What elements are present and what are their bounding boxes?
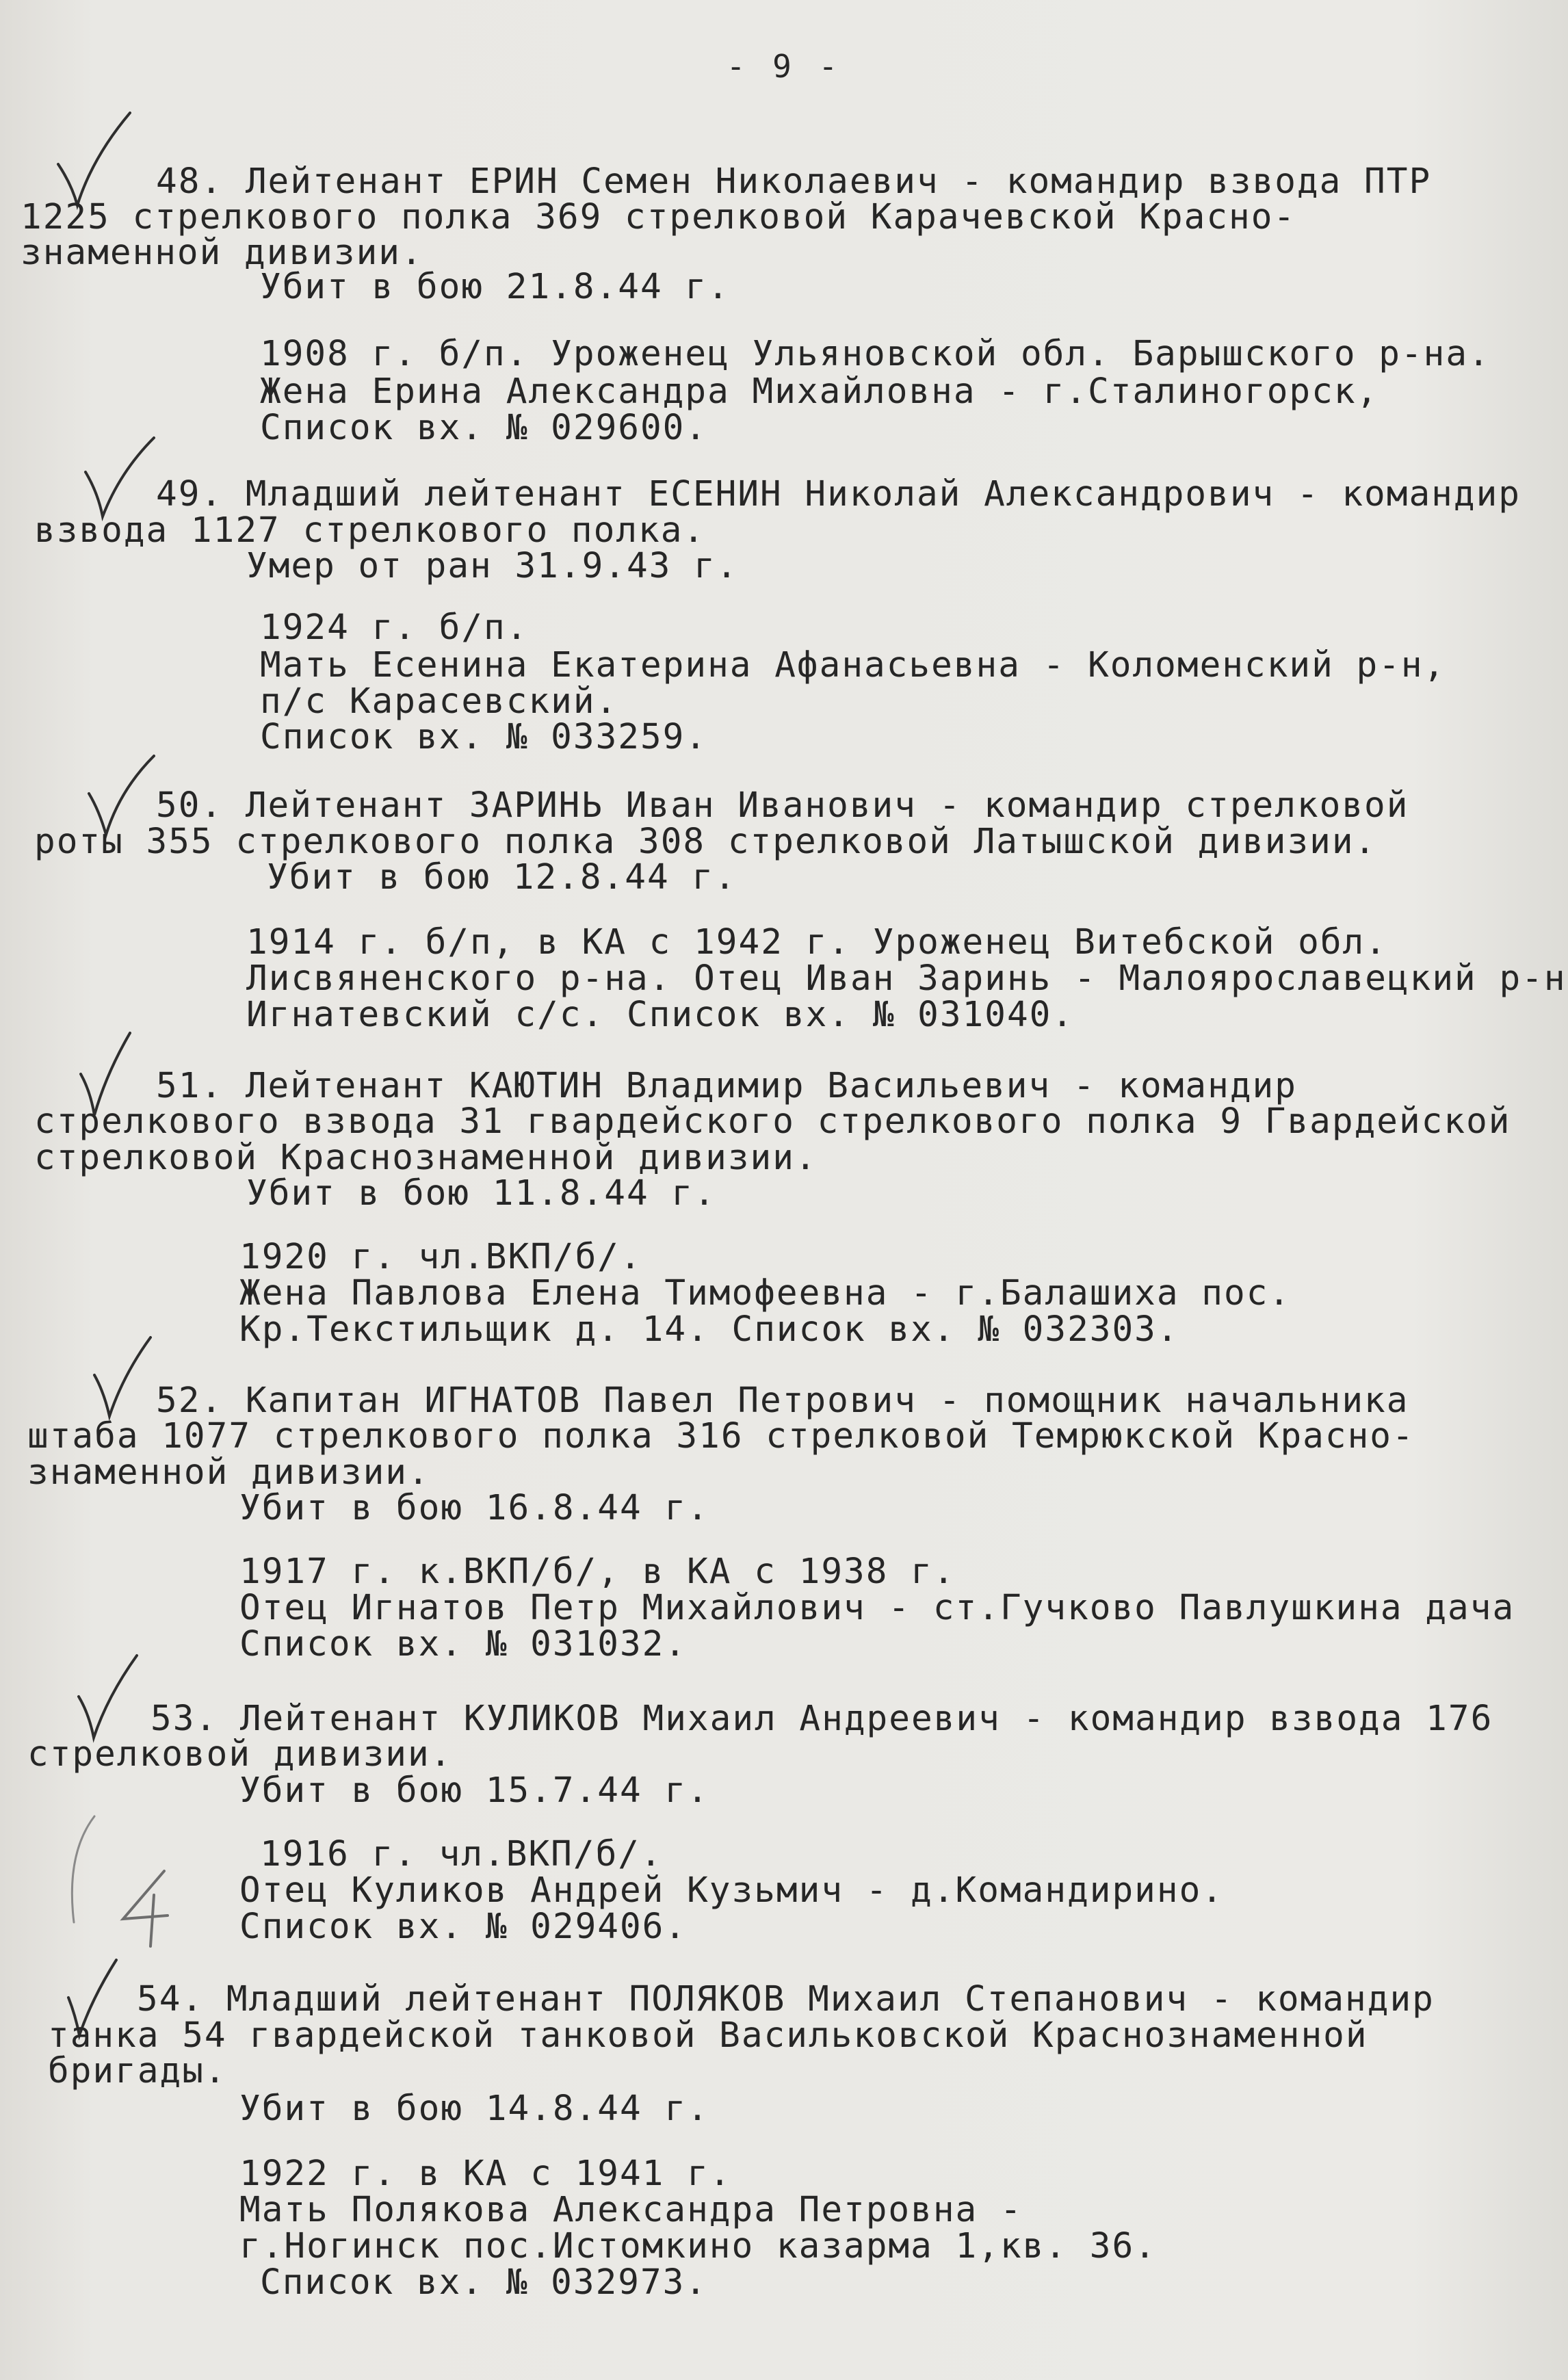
entry-48-line-5: 1908 г. б/п. Уроженец Ульяновской обл. Барышского р-на. — [260, 334, 1491, 374]
entry-49-line-5: Мать Есенина Екатерина Афанасьевна - Коломенский р-н, — [260, 645, 1446, 685]
entry-49-line-7: Список вх. № 033259. — [260, 717, 708, 757]
entry-54-line-8: Список вх. № 032973. — [260, 2262, 708, 2303]
entry-51-line-6: Жена Павлова Елена Тимофеевна - г.Балашиха пос. — [239, 1273, 1292, 1313]
entry-50-line-1: 50. Лейтенант ЗАРИНЬ Иван Иванович - командир стрелковой — [156, 785, 1409, 826]
entry-53-line-6: Список вх. № 029406. — [239, 1907, 688, 1947]
entry-52-line-2: штаба 1077 стрелкового полка 316 стрелковой Темрюкской Красно- — [27, 1416, 1415, 1456]
entry-54-line-2: танка 54 гвардейской танковой Васильковской Краснознаменной — [48, 2015, 1368, 2056]
entry-50-line-5: Лисвяненского р-на. Отец Иван Заринь - Малоярославецкий р-н — [246, 958, 1567, 999]
entry-51-line-4: Убит в бою 11.8.44 г. — [246, 1173, 716, 1214]
entry-53-line-2: стрелковой дивизии. — [27, 1734, 453, 1775]
entry-52-line-5: 1917 г. к.ВКП/б/, в КА с 1938 г. — [239, 1552, 956, 1592]
entry-54-line-6: Мать Полякова Александра Петровна - — [239, 2190, 1023, 2230]
entry-49-line-6: п/с Карасевский. — [260, 681, 618, 722]
entry-54-line-3: бригады. — [48, 2051, 227, 2091]
entry-51-line-2: стрелкового взвода 31 гвардейского стрелкового полка 9 Гвардейской — [34, 1101, 1511, 1142]
pencil-bracket-mark — [60, 1813, 101, 1929]
entry-50-line-4: 1914 г. б/п, в КА с 1942 г. Уроженец Витебской обл. — [246, 922, 1387, 963]
entry-51-line-1: 51. Лейтенант КАЮТИН Владимир Васильевич - командир — [156, 1066, 1297, 1106]
pencil-number-mark — [116, 1868, 192, 1950]
entry-50-line-2: роты 355 стрелкового полка 308 стрелковой Латышской дивизии. — [34, 822, 1377, 862]
entry-51-line-5: 1920 г. чл.ВКП/б/. — [239, 1237, 642, 1277]
entry-48-line-6: Жена Ерина Александра Михайловна - г.Сталиногорск, — [260, 371, 1379, 412]
entry-48-line-3: знаменной дивизии. — [21, 233, 423, 273]
entry-51-line-3: стрелковой Краснознаменной дивизии. — [34, 1138, 818, 1178]
entry-53-line-1: 53. Лейтенант КУЛИКОВ Михаил Андреевич - командир взвода 176 — [151, 1699, 1493, 1739]
entry-53-line-5: Отец Куликов Андрей Кузьмич - д.Командирино. — [239, 1870, 1225, 1911]
entry-49-line-3: Умер от ран 31.9.43 г. — [246, 546, 739, 586]
entry-54-line-4: Убит в бою 14.8.44 г. — [239, 2089, 709, 2129]
entry-51-line-7: Кр.Текстильщик д. 14. Список вх. № 032303. — [239, 1309, 1179, 1350]
entry-49-line-4: 1924 г. б/п. — [260, 607, 529, 648]
entry-52-line-6: Отец Игнатов Петр Михайлович - ст.Гучково Павлушкина дача — [239, 1588, 1515, 1628]
entry-48-line-7: Список вх. № 029600. — [260, 408, 708, 448]
page-number: - 9 - — [726, 48, 842, 85]
entry-50-line-6: Игнатевский с/с. Список вх. № 031040. — [246, 995, 1075, 1035]
entry-52-line-1: 52. Капитан ИГНАТОВ Павел Петрович - помощник начальника — [156, 1381, 1409, 1421]
entry-48-line-4: Убит в бою 21.8.44 г. — [260, 267, 730, 307]
entry-50-line-3: Убит в бою 12.8.44 г. — [267, 857, 737, 898]
entry-48-line-2: 1225 стрелкового полка 369 стрелковой Карачевской Красно- — [21, 197, 1296, 237]
entry-52-line-3: знаменной дивизии. — [27, 1452, 430, 1493]
entry-49-line-2: взвода 1127 стрелкового полка. — [34, 510, 706, 551]
entry-53-line-3: Убит в бою 15.7.44 г. — [239, 1770, 709, 1811]
entry-48-line-1: 48. Лейтенант ЕРИН Семен Николаевич - командир взвода ПТР — [156, 161, 1432, 202]
entry-52-line-4: Убит в бою 16.8.44 г. — [239, 1488, 709, 1528]
entry-52-line-7: Список вх. № 031032. — [239, 1624, 688, 1664]
entry-53-line-4: 1916 г. чл.ВКП/б/. — [260, 1834, 663, 1874]
entry-54-line-5: 1922 г. в КА с 1941 г. — [239, 2154, 732, 2194]
entry-54-line-7: г.Ногинск пос.Истомкино казарма 1,кв. 36. — [239, 2226, 1157, 2266]
entry-54-line-1: 54. Младший лейтенант ПОЛЯКОВ Михаил Степанович - командир — [137, 1979, 1435, 2019]
entry-49-line-1: 49. Младший лейтенант ЕСЕНИН Николай Александрович - командир — [156, 474, 1521, 514]
